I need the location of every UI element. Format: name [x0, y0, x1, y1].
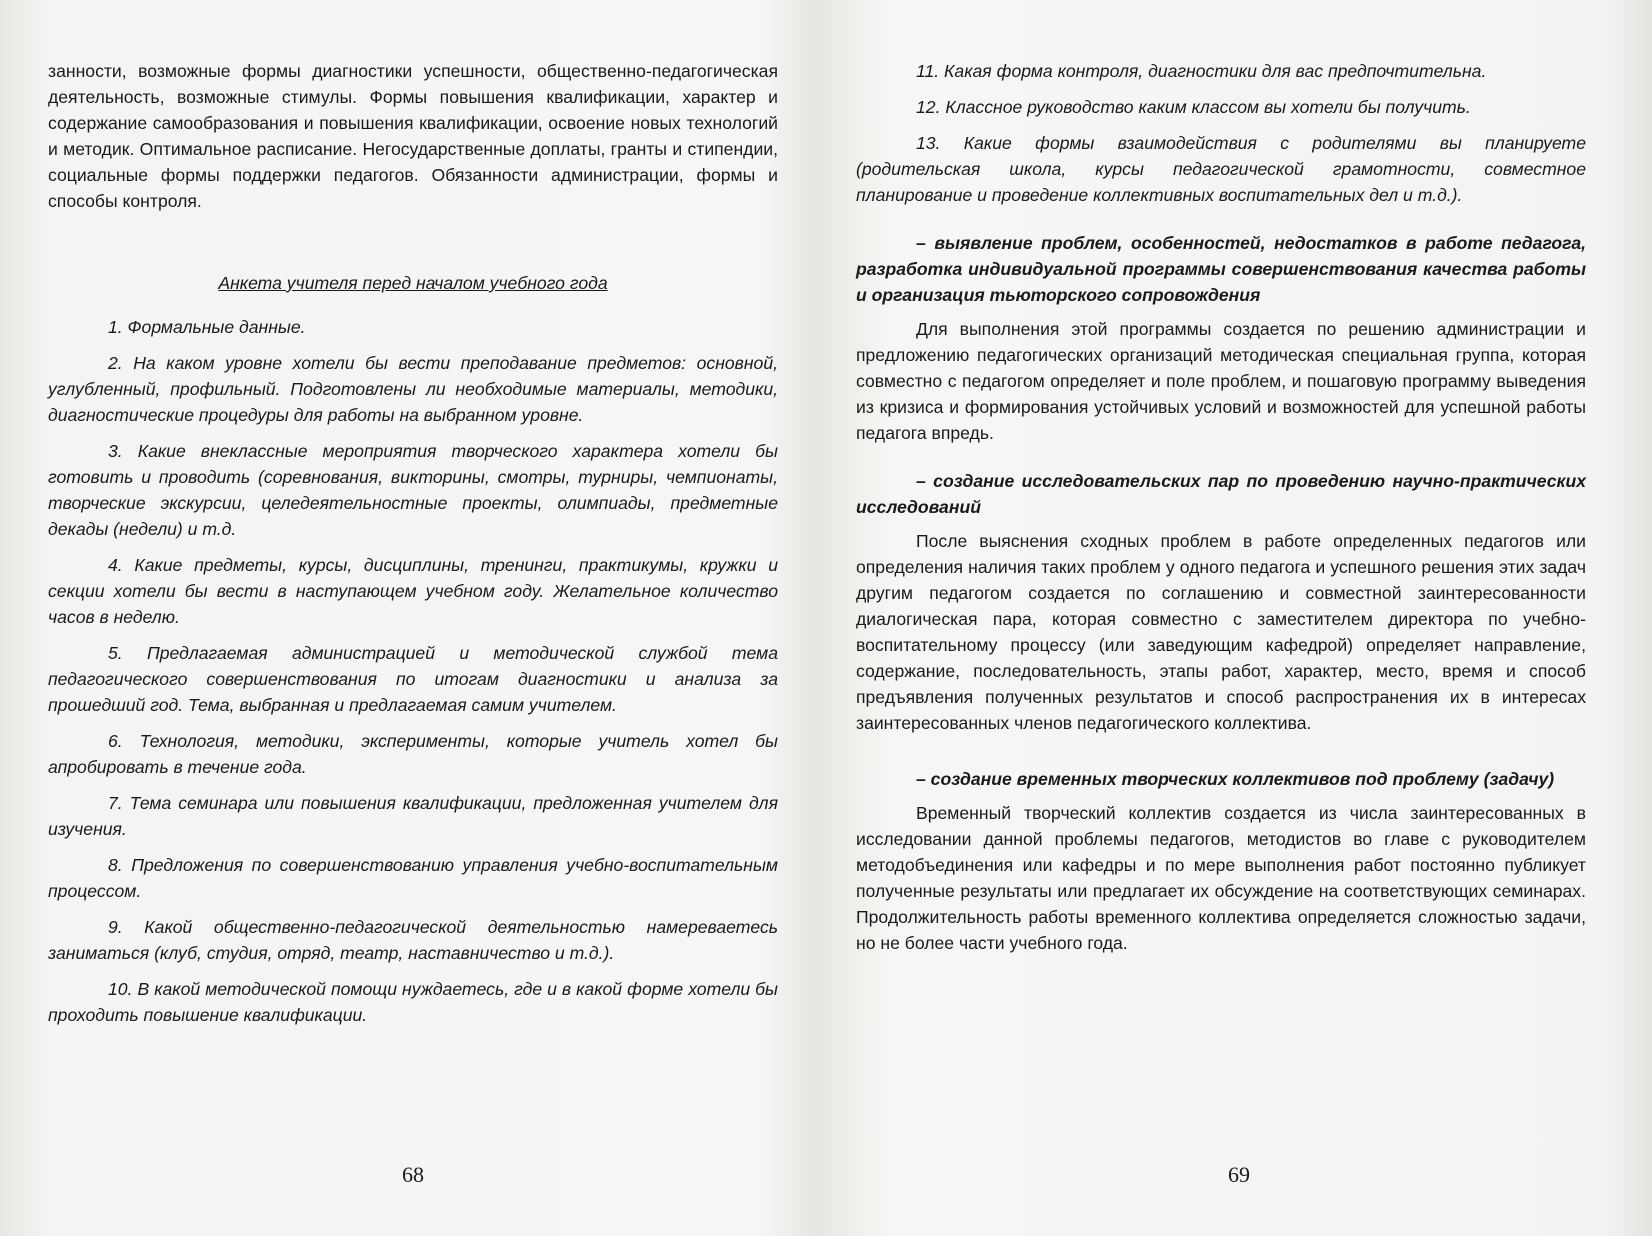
question-item: 12. Классное руководство каким классом вы хотели бы получить. [916, 97, 1471, 117]
question-item: 7. Тема семинара или повышения квалификации, предложенная учителем для изучения. [48, 793, 778, 839]
question-item: 1. Формальные данные. [108, 317, 306, 337]
question-item: 3. Какие внеклассные мероприятия творческого характера хотели бы готовить и проводить (соревнования, викторины, смотры, турниры, чемпионаты, творческие экскурсии, целедеятельностные проекты, олимпиады, предметные декады (недели) и т.д. [48, 441, 778, 539]
question-item: 6. Технология, методики, эксперименты, которые учитель хотел бы апробировать в течение года. [48, 731, 778, 777]
section-heading: – создание временных творческих коллективов под проблему (задачу) [916, 769, 1555, 789]
section-body: Для выполнения этой программы создается по решению администрации и предложению педагогических организаций методическая специальная группа, которая совместно с педагогом определяет и поле проблем, и пошаговую программу выведения из кризиса и формирования устойчивых условий и возможностей для успешной работы педагога впредь. [856, 319, 1586, 443]
section-body: Временный творческий коллектив создается из числа заинтересованных в исследовании данной проблемы педагогов, методистов во главе с руководителем методобъединения или кафедры и по мере выполнения работ постоянно публикует полученные результаты или предлагает их обсуждение на соответствующих семинарах. Продолжительность работы временного коллектива определяется сложностью задачи, но не более части учебного года. [856, 803, 1586, 953]
question-item: 4. Какие предметы, курсы, дисциплины, тренинги, практикумы, кружки и секции хотели бы вести в наступающем учебном году. Желательное количество часов в неделю. [48, 555, 778, 627]
page-number-right: 69 [1228, 1162, 1250, 1187]
question-item: 10. В какой методической помощи нуждаетесь, где и в какой форме хотели бы проходить повышение квалификации. [48, 979, 778, 1025]
page-number-left: 68 [402, 1162, 424, 1187]
question-item: 13. Какие формы взаимодействия с родителями вы планируете (родительская школа, курсы педагогической грамотности, совместное планирование и проведение коллективных воспитательных дел и т.д.). [856, 133, 1586, 205]
section-body: После выяснения сходных проблем в работе определенных педагогов или определения наличия таких проблем у одного педагога и успешного решения этих задач другим педагогом создается по соглашению и совместной заинтересованности диалогическая пара, которая совместно с заместителем директора по учебно-воспитательному процессу (или заведующим кафедрой) определяет направление, содержание, последовательность, этапы работ, характер, место, время и способ предъявления полученных результатов и способ распространения их в интересах заинтересованных членов педагогического коллектива. [856, 531, 1586, 733]
question-item: 8. Предложения по совершенствованию управления учебно-воспитательным процессом. [48, 855, 778, 901]
section-heading: – выявление проблем, особенностей, недостатков в работе педагога, разработка индивидуальной программы совершенствования качества работы и организация тьюторского сопровождения [856, 233, 1586, 305]
questionnaire-heading: Анкета учителя перед началом учебного года [218, 273, 608, 293]
intro-paragraph: занности, возможные формы диагностики успешности, общественно-педагогическая деятельность, возможные стимулы. Формы повышения квалификации, характер и содержание самообразования и повышения квалификации, освоение новых технологий и методик. Оптимальное расписание. Негосударственные доплаты, гранты и стипендии, социальные формы поддержки педагогов. Обязанности администрации, формы и способы контроля. [48, 61, 778, 211]
question-item: 11. Какая форма контроля, диагностики для вас предпочтительна. [916, 61, 1487, 81]
right-page [826, 0, 1652, 1236]
question-item: 5. Предлагаемая администрацией и методической службой тема педагогического совершенствования по итогам диагностики и анализа за прошедший год. Тема, выбранная и предлагаемая самим учителем. [48, 643, 778, 715]
section-heading: – создание исследовательских пар по проведению научно-практических исследований [856, 471, 1586, 517]
left-page-text [48, 58, 778, 1038]
question-item: 9. Какой общественно-педагогической деятельностью намереваетесь заниматься (клуб, студия, отряд, театр, наставничество и т.д.). [48, 917, 778, 963]
right-page-text [856, 58, 1586, 956]
question-item: 2. На каком уровне хотели бы вести преподавание предметов: основной, углубленный, профильный. Подготовлены ли необходимые материалы, методики, диагностические процедуры для работы на выбранном уровне. [48, 353, 778, 425]
